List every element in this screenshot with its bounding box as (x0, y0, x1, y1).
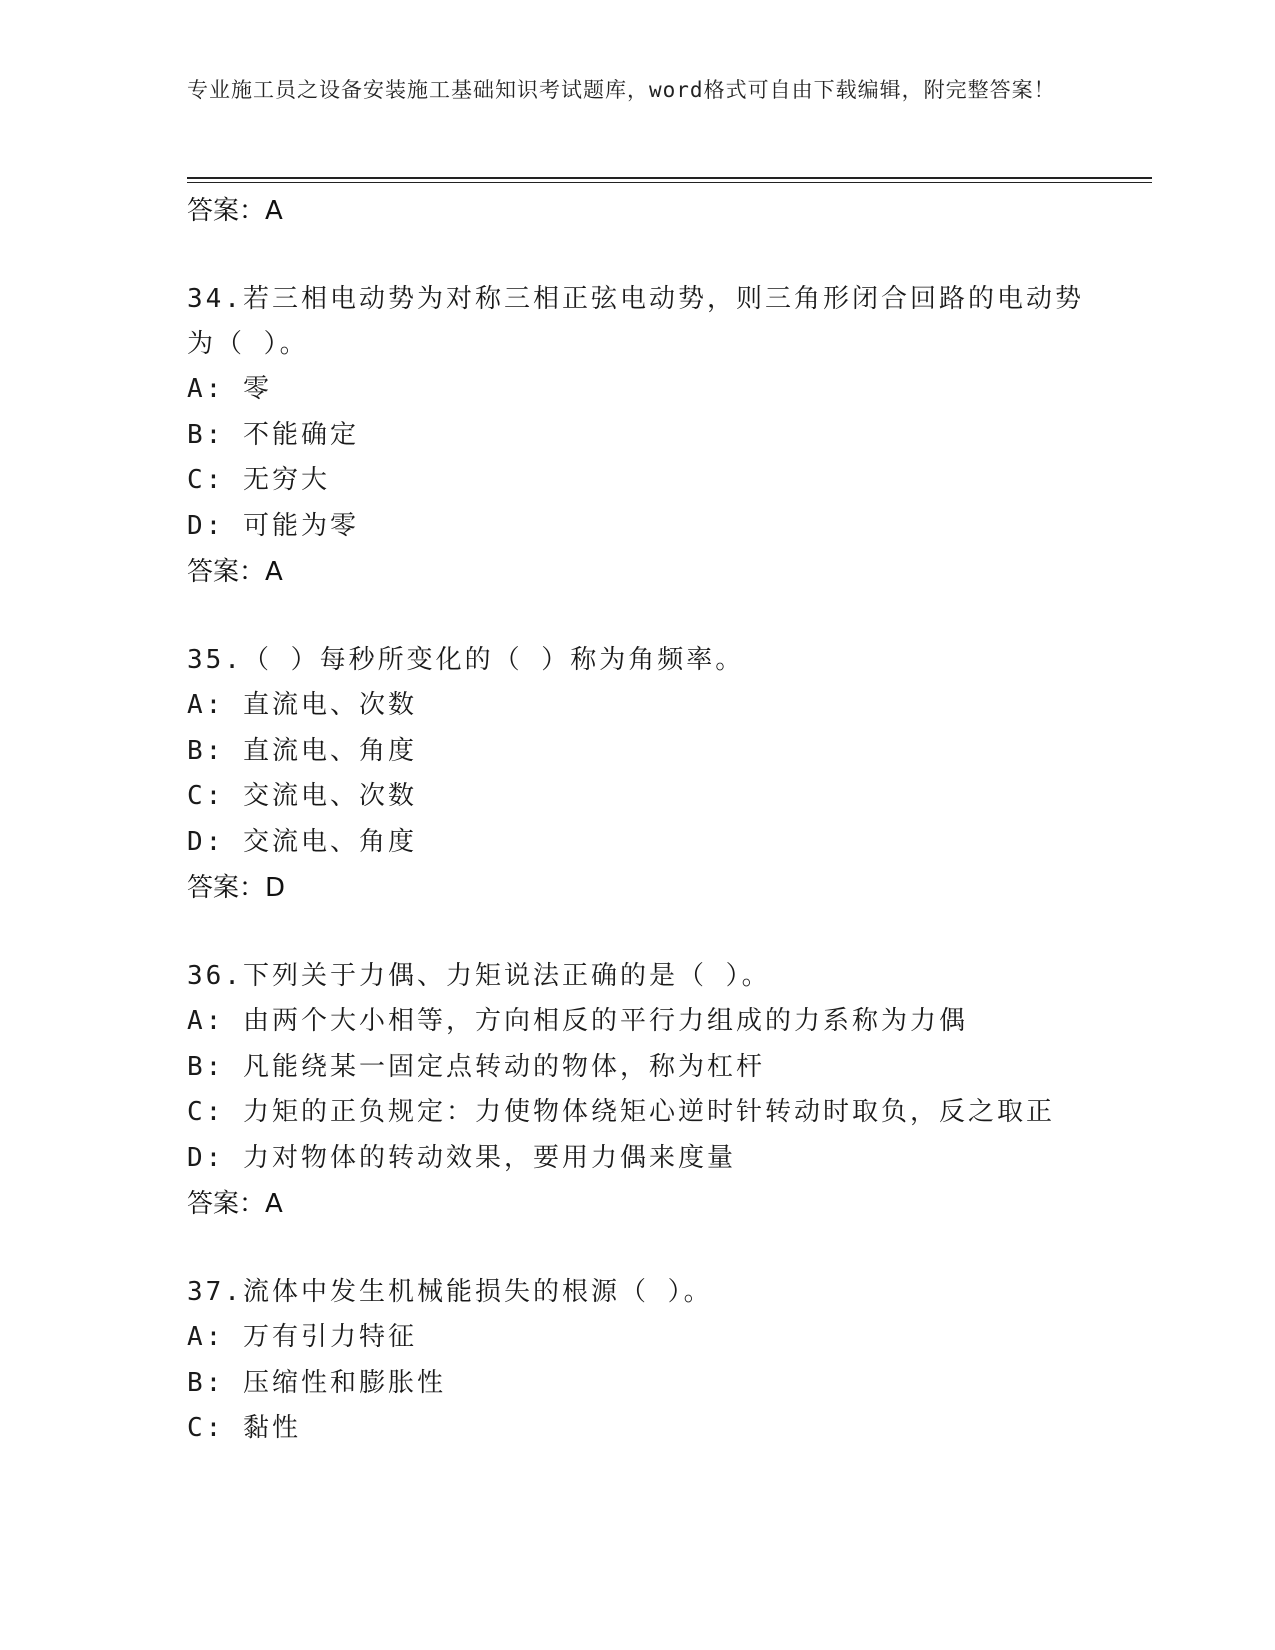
question-list (187, 188, 1087, 1452)
option-c: C: 交流电、次数 (187, 781, 417, 811)
option-c: C: 无穷大 (187, 465, 330, 495)
option-b: B: 直流电、角度 (187, 735, 417, 766)
option-d: D: 交流电、角度 (187, 826, 417, 857)
answer-label: 答案：A (187, 196, 283, 226)
answer-label: 答案：D (187, 873, 286, 903)
option-a: A: 由两个大小相等，方向相反的平行力组成的力系称为力偶 (187, 1006, 968, 1036)
option-d: D: 可能为零 (187, 510, 359, 541)
question-text: 35.（ ）每秒所变化的（ ）称为角频率。 (187, 645, 745, 675)
question-37 (187, 1270, 1087, 1452)
header-divider-thin (187, 182, 1152, 183)
option-b: B: 压缩性和膨胀性 (187, 1367, 446, 1398)
answer-label: 答案：A (187, 1189, 283, 1219)
option-b: B: 不能确定 (187, 419, 359, 450)
option-c: C: 力矩的正负规定：力使物体绕矩心逆时针转动时取负，反之取正 (187, 1097, 1055, 1127)
page-header: 专业施工员之设备安装施工基础知识考试题库，word格式可自由下载编辑，附完整答案！ (187, 78, 1056, 102)
option-b: B: 凡能绕某一固定点转动的物体，称为杠杆 (187, 1051, 765, 1082)
question-35 (187, 638, 1087, 911)
option-a: A: 直流电、次数 (187, 690, 417, 720)
option-d: D: 力对物体的转动效果，要用力偶来度量 (187, 1142, 736, 1173)
option-c: C: 黏性 (187, 1413, 301, 1443)
question-text: 34.若三相电动势为对称三相正弦电动势，则三角形闭合回路的电动势为（ ）。 (187, 284, 1084, 359)
question-34 (187, 277, 1087, 595)
question-text: 37.流体中发生机械能损失的根源（ ）。 (187, 1277, 713, 1307)
option-a: A: 零 (187, 374, 272, 404)
question-36 (187, 954, 1087, 1227)
answer-label: 答案：A (187, 557, 283, 587)
option-a: A: 万有引力特征 (187, 1322, 417, 1352)
header-divider (187, 177, 1152, 179)
question-text: 36.下列关于力偶、力矩说法正确的是（ ）。 (187, 961, 771, 991)
